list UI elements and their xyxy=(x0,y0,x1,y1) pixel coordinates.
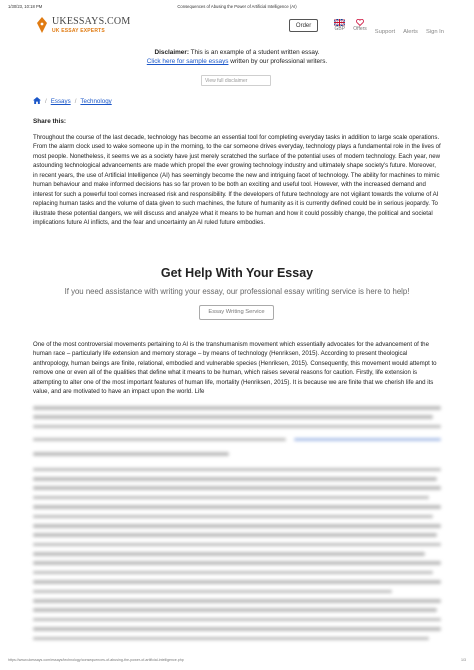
brand-tagline: UK ESSAY EXPERTS xyxy=(52,28,105,34)
share-label: Share this: xyxy=(33,118,67,125)
breadcrumb-separator: / xyxy=(45,98,47,105)
disclaimer-label: Disclaimer: xyxy=(154,49,189,56)
support-link[interactable]: Support xyxy=(374,29,396,35)
essay-writing-service-button[interactable]: Essay Writing Service xyxy=(199,305,274,320)
currency-selector[interactable] xyxy=(334,18,345,32)
currency-label: GBP xyxy=(334,26,346,32)
print-page-number: 1/3 xyxy=(461,658,466,662)
site-header xyxy=(30,14,444,44)
help-section xyxy=(0,266,474,296)
essay-paragraph-2: One of the most controversial movements pertaining to AI is the transhumanism movement which essentially advocates for the advancement of the human race – particularly life extension and memory storage – by means of technology (Henriksen, 2015). According to present theological anthropology, human beings are finite, relational, embodied and vulnerable species (Henriksen, 2015). Consequently, this movement would attempt to remove one or even all of the qualities that define what it means to be human, which raises several reasons for caution. Firstly, life extension is attempting to alter one of the most important features of human life, mortality (Henriksen, 2015). It is because we are finite that we cherish life and its value, and are motivated to have an impact upon the world. Life xyxy=(33,341,437,396)
breadcrumb-essays[interactable]: Essays xyxy=(50,98,71,105)
disclaimer xyxy=(0,48,474,66)
home-icon[interactable] xyxy=(33,97,41,106)
uk-flag-icon xyxy=(334,18,345,26)
print-header xyxy=(8,4,466,12)
breadcrumb-technology[interactable]: Technology xyxy=(80,98,112,105)
top-nav xyxy=(289,18,444,35)
heart-icon xyxy=(356,18,364,26)
print-footer xyxy=(8,658,466,666)
disclaimer-link-suffix: written by our professional writers. xyxy=(228,58,328,65)
alerts-link[interactable]: Alerts xyxy=(403,29,418,35)
blurred-content xyxy=(33,406,441,606)
signin-link[interactable]: Sign In xyxy=(425,29,444,35)
essay-paragraph-1: Throughout the course of the last decade, technology has become an essential tool for completing everyday tasks in addition to large scale operations. From the alarm clock used to wake someone up in the morning, to the car someone drives everyday, technology plays a fundamental role in the lives of most people. Nonetheless, it seems we as a society have just merely scratched the surface of the potential uses of modern technology. Each year, new astounding technological advancements are made which propel the ever growing technology industry and ultimately shape society's future. Moreover, in recent years, the use of Artificial Intelligence (AI) has seemingly become the new and intriguing facet of technology. The ability for machines to mimic human behaviour and make informed decisions has so far proven to be both an exciting and useful tool. However, with the increased demand and interest for such a powerful tool comes increased risk and responsibility. If the developers of future technology are not vigilant towards the volume of AI replacing human tasks and the volume of data given to such machines, the future of humanity as it is currently defined could be in serious jeopardy. To illustrate these potential dangers, we will discuss and analyze what it means to be human and how it could possibly change, the political and societal implications future AI inflicts, and the fear and uncertainty an AI ruled future embodies. xyxy=(33,134,441,227)
help-title: Get Help With Your Essay xyxy=(160,266,314,280)
view-disclaimer-input[interactable]: View full disclaimer xyxy=(201,75,271,86)
disclaimer-text: This is an example of a student written essay. xyxy=(188,49,320,56)
breadcrumb-separator: / xyxy=(74,98,77,105)
print-date: 1/30/23, 10:18 PM xyxy=(8,4,43,9)
print-url: https://www.ukessays.com/essays/technology/consequences-of-abusing-the-power-of-artificial-intelligence.php xyxy=(8,658,184,662)
sample-essays-link[interactable]: Click here for sample essays xyxy=(146,58,229,65)
offers-link[interactable] xyxy=(353,18,367,32)
pen-nib-icon xyxy=(36,17,48,33)
order-button[interactable]: Order xyxy=(289,19,318,32)
offers-label: Offers xyxy=(353,26,367,32)
brand-logo[interactable] xyxy=(36,16,130,34)
brand-name: UKESSAYS.COM xyxy=(52,16,131,27)
print-title: Consequences of Abusing the Power of Artificial Intelligence (AI) xyxy=(177,4,297,9)
help-subtitle: If you need assistance with writing your essay, our professional essay writing service is here to help! xyxy=(64,287,410,296)
breadcrumb xyxy=(33,97,112,106)
